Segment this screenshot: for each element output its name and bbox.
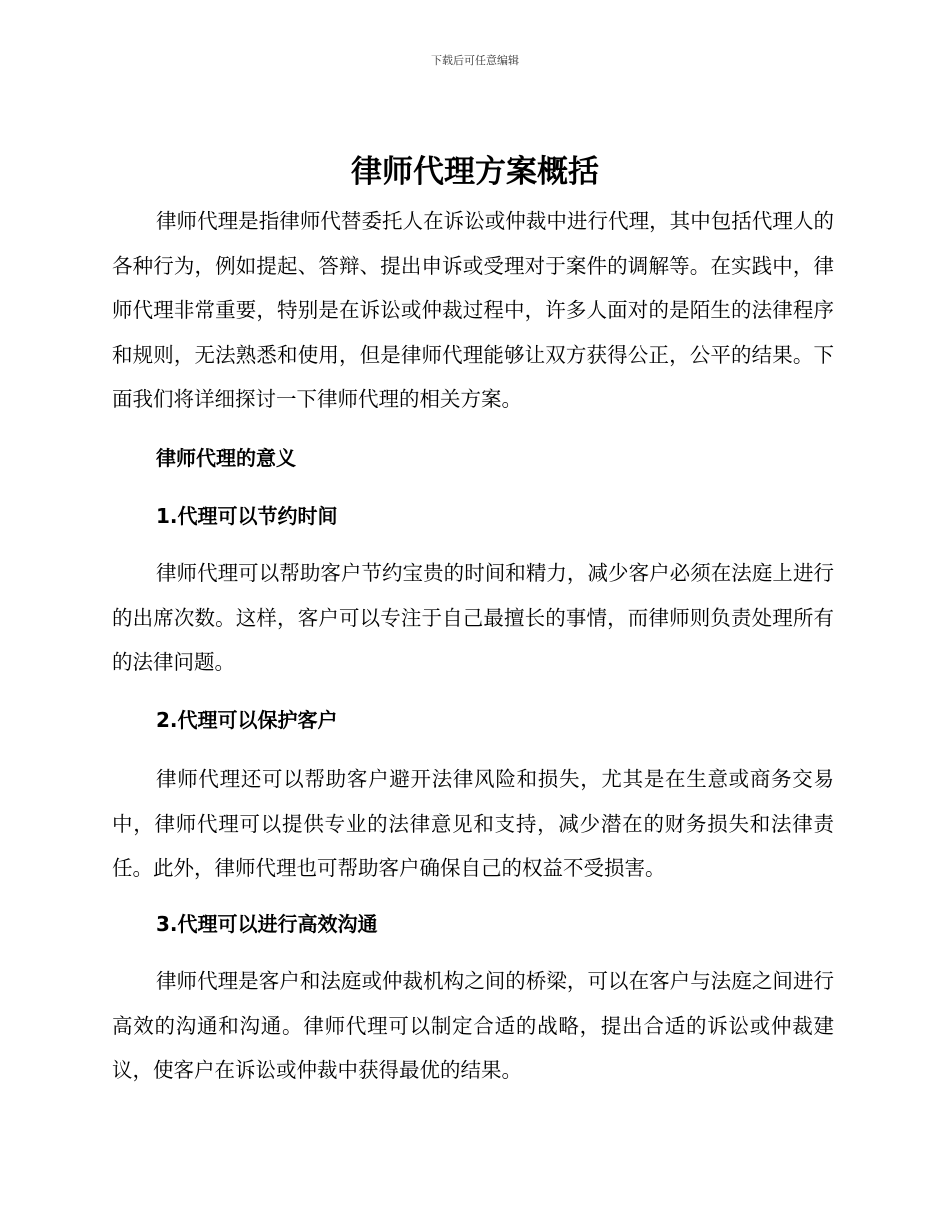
document-title: 律师代理方案概括 — [351, 154, 599, 190]
intro-paragraph: 律师代理是指律师代替委托人在诉讼或仲裁中进行代理，其中包括代理人的各种行为，例如提起、答辩、提出申诉或受理对于案件的调解等。在实践中，律师代理非常重要，特别是在诉讼或仲裁过程中，许多人面对的是陌生的法律程序和规则，无法熟悉和使用，但是律师代理能够让双方获得公正，公平的结果。下面我们将详细探讨一下律师代理的相关方案。 — [112, 209, 834, 411]
subsection-body-3: 律师代理是客户和法庭或仲裁机构之间的桥梁，可以在客户与法庭之间进行高效的沟通和沟通。律师代理可以制定合适的战略，提出合适的诉讼或仲裁建议，使客户在诉讼或仲裁中获得最优的结果。 — [112, 969, 834, 1082]
subsection-heading-3: 3.代理可以进行高效沟通 — [156, 912, 378, 936]
subsection-heading-1: 1.代理可以节约时间 — [156, 504, 338, 528]
subsection-body-1: 律师代理可以帮助客户节约宝贵的时间和精力，减少客户必须在法庭上进行的出席次数。这样，客户可以专注于自己最擅长的事情，而律师则负责处理所有的法律问题。 — [112, 561, 834, 674]
section-heading: 律师代理的意义 — [156, 446, 296, 470]
subsection-body-2: 律师代理还可以帮助客户避开法律风险和损失，尤其是在生意或商务交易中，律师代理可以提供专业的法律意见和支持，减少潜在的财务损失和法律责任。此外，律师代理也可帮助客户确保自己的权益不受损害。 — [112, 767, 834, 880]
header-note: 下载后可任意编辑 — [431, 54, 519, 67]
subsection-heading-2: 2.代理可以保护客户 — [156, 708, 338, 732]
